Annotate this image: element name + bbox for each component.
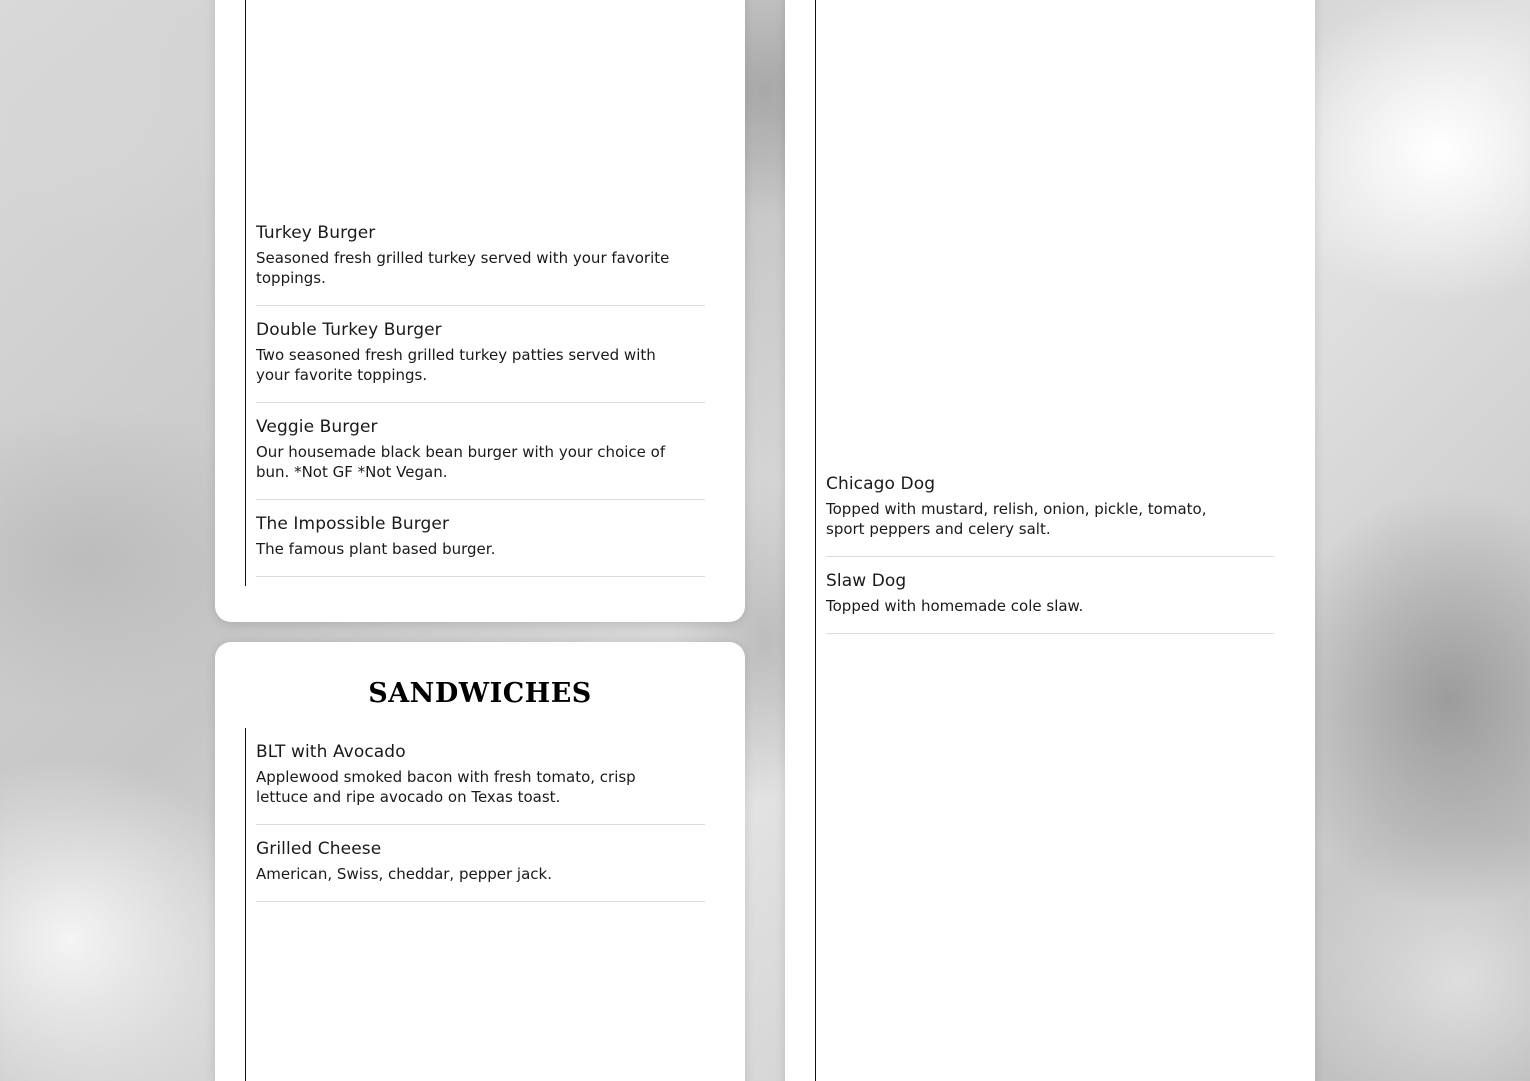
menu-item-name: BLT with Avocado bbox=[256, 742, 406, 762]
hotdogs-card bbox=[785, 0, 1315, 1081]
menu-item bbox=[826, 570, 1274, 634]
menu-item-name: Grilled Cheese bbox=[256, 839, 382, 859]
menu-item-description: Our housemade black bean burger with your choice of bun. *Not GF *Not Vegan. bbox=[256, 443, 666, 481]
menu-item bbox=[256, 513, 705, 577]
burgers-divider-line bbox=[245, 0, 246, 586]
menu-item-name: Chicago Dog bbox=[826, 474, 936, 494]
burgers-card bbox=[215, 0, 745, 622]
menu-item bbox=[826, 473, 1274, 557]
menu-item-name: Double Turkey Burger bbox=[256, 320, 442, 340]
menu-item-name: Veggie Burger bbox=[256, 417, 378, 437]
menu-item-description: American, Swiss, cheddar, pepper jack. bbox=[256, 865, 552, 883]
menu-item-description: Seasoned fresh grilled turkey served with your favorite toppings. bbox=[256, 249, 670, 287]
menu-item-name: Turkey Burger bbox=[256, 223, 376, 243]
menu-item bbox=[256, 222, 705, 306]
menu-item-description: Two seasoned fresh grilled turkey patties served with your favorite toppings. bbox=[256, 346, 656, 384]
menu-item bbox=[256, 416, 705, 500]
sandwiches-card bbox=[215, 642, 745, 1081]
menu-item bbox=[256, 741, 705, 825]
menu-item-description: Topped with mustard, relish, onion, pickle, tomato, sport peppers and celery salt. bbox=[826, 500, 1207, 538]
section-title: SANDWICHES bbox=[368, 678, 592, 709]
menu-item bbox=[256, 319, 705, 403]
menu-item-description: Applewood smoked bacon with fresh tomato, crisp lettuce and ripe avocado on Texas toast. bbox=[256, 768, 636, 806]
sandwiches-divider-line bbox=[245, 728, 246, 1081]
menu-item-description: Topped with homemade cole slaw. bbox=[826, 597, 1084, 615]
menu-item-name: Slaw Dog bbox=[826, 571, 907, 591]
hotdogs-divider-line bbox=[815, 0, 816, 1081]
menu-item-description: The famous plant based burger. bbox=[256, 540, 496, 558]
menu-item bbox=[256, 838, 705, 902]
menu-item-name: The Impossible Burger bbox=[256, 514, 450, 534]
